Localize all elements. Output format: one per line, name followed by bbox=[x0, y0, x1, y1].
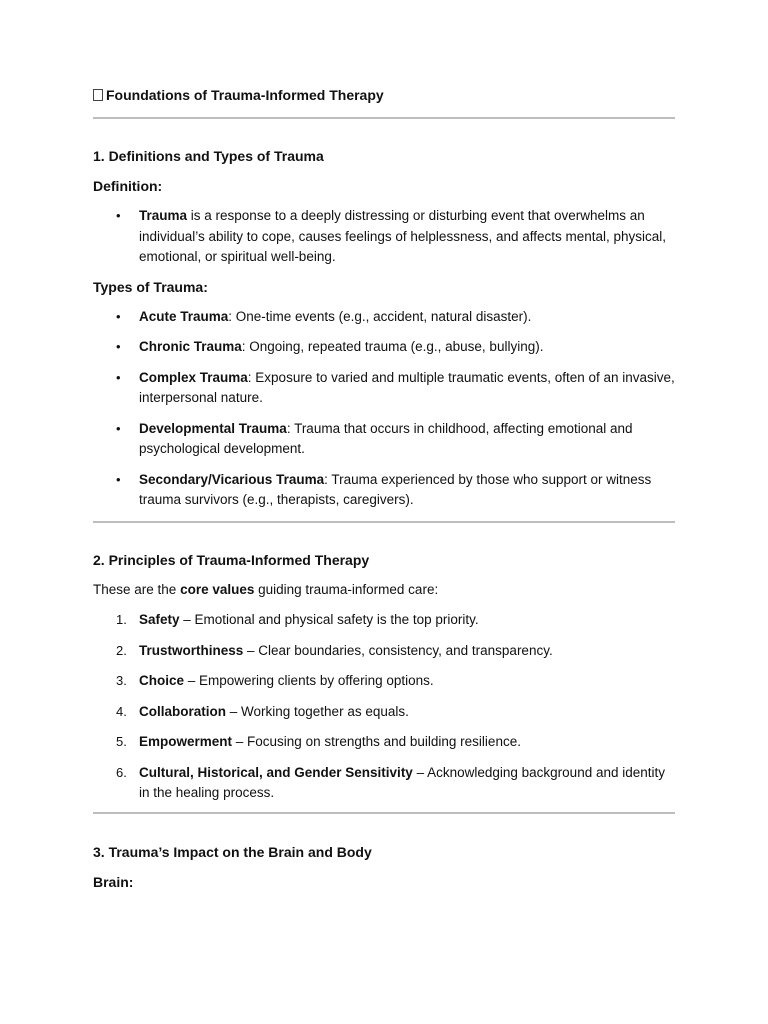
term: Complex Trauma bbox=[139, 369, 248, 385]
list-item: 2. Trustworthiness – Clear boundaries, consistency, and transparency. bbox=[116, 642, 553, 658]
term-description: – Clear boundaries, consistency, and transparency. bbox=[243, 642, 553, 658]
list-item: 4. Collaboration – Working together as equals. bbox=[116, 703, 409, 719]
term-description: : One-time events (e.g., accident, natural disaster). bbox=[228, 308, 532, 324]
term: Safety bbox=[139, 612, 180, 627]
definition-label: Definition: bbox=[93, 178, 163, 194]
list-item bbox=[93, 307, 675, 328]
list-item: 6. Cultural, Historical, and Gender Sensitivity – Acknowledging background and identity in the healing process. bbox=[116, 764, 666, 800]
bullet-icon: • bbox=[116, 339, 121, 354]
term-description: : Ongoing, repeated trauma (e.g., abuse, bullying). bbox=[241, 339, 544, 354]
term: Collaboration bbox=[139, 703, 226, 719]
section-impact bbox=[93, 842, 675, 892]
term-description: : Exposure to varied and multiple traumatic events, often of an invasive, interpersonal nature. bbox=[139, 369, 675, 405]
definition-list bbox=[93, 206, 675, 268]
list-item: 1. Safety – Emotional and physical safety is the top priority. bbox=[116, 612, 479, 627]
divider bbox=[93, 812, 675, 814]
divider bbox=[93, 521, 675, 523]
brain-label: Brain: bbox=[93, 874, 134, 890]
term: Cultural, Historical, and Gender Sensitivity bbox=[139, 764, 413, 780]
term-description: : Trauma experienced by those who support or witness trauma survivors (e.g., therapists, caregivers). bbox=[139, 471, 652, 507]
bullet-icon: • bbox=[116, 420, 121, 436]
term-description: – Working together as equals. bbox=[226, 703, 409, 719]
bullet-icon: • bbox=[116, 208, 121, 223]
list-item: 5. Empowerment – Focusing on strengths and building resilience. bbox=[116, 734, 521, 749]
term: Empowerment bbox=[139, 734, 233, 749]
term-description: – Acknowledging background and identity in the healing process. bbox=[139, 764, 666, 800]
term-description: – Empowering clients by offering options. bbox=[184, 673, 434, 688]
term-description: – Focusing on strengths and building resilience. bbox=[232, 734, 521, 749]
section-heading: 2. Principles of Trauma-Informed Therapy bbox=[93, 552, 370, 568]
term-description: is a response to a deeply distressing or disturbing event that overwhelms an individual’s ability to cope, causes feelings of helplessness, and affects mental, physical, emotional, or spiritual well-being. bbox=[139, 208, 667, 264]
term: Trauma bbox=[139, 208, 188, 223]
types-label: Types of Trauma: bbox=[93, 278, 208, 295]
term: Choice bbox=[139, 673, 185, 688]
term: Trustworthiness bbox=[139, 642, 244, 658]
term: Secondary/Vicarious Trauma bbox=[139, 471, 325, 487]
term-description: – Emotional and physical safety is the top priority. bbox=[179, 612, 479, 627]
section-principles bbox=[93, 550, 675, 814]
bullet-icon: • bbox=[116, 308, 121, 324]
bullet-icon: • bbox=[116, 471, 121, 487]
missing-glyph-icon bbox=[93, 89, 103, 101]
term: Acute Trauma bbox=[139, 308, 229, 324]
list-item bbox=[93, 337, 675, 358]
list-item: 3. Choice – Empowering clients by offering options. bbox=[116, 673, 434, 688]
term: Chronic Trauma bbox=[139, 339, 242, 354]
term-description: : Trauma that occurs in childhood, affecting emotional and psychological development. bbox=[139, 420, 633, 456]
section-heading: 3. Trauma’s Impact on the Brain and Body bbox=[93, 844, 372, 860]
section-definitions bbox=[93, 146, 675, 521]
divider bbox=[93, 117, 675, 119]
list-item bbox=[93, 470, 675, 511]
document-title: Foundations of Trauma-Informed Therapy bbox=[93, 87, 384, 103]
list-item bbox=[93, 419, 675, 460]
section-intro: These are the core values guiding trauma-informed care: bbox=[93, 582, 439, 597]
section-heading: 1. Definitions and Types of Trauma bbox=[93, 148, 324, 164]
intro-emphasis: core values bbox=[180, 582, 255, 597]
list-item bbox=[93, 206, 675, 268]
list-item bbox=[93, 368, 675, 409]
bullet-icon: • bbox=[116, 369, 121, 385]
principles-list bbox=[93, 610, 675, 804]
types-list bbox=[93, 307, 675, 511]
term: Developmental Trauma bbox=[139, 420, 287, 436]
